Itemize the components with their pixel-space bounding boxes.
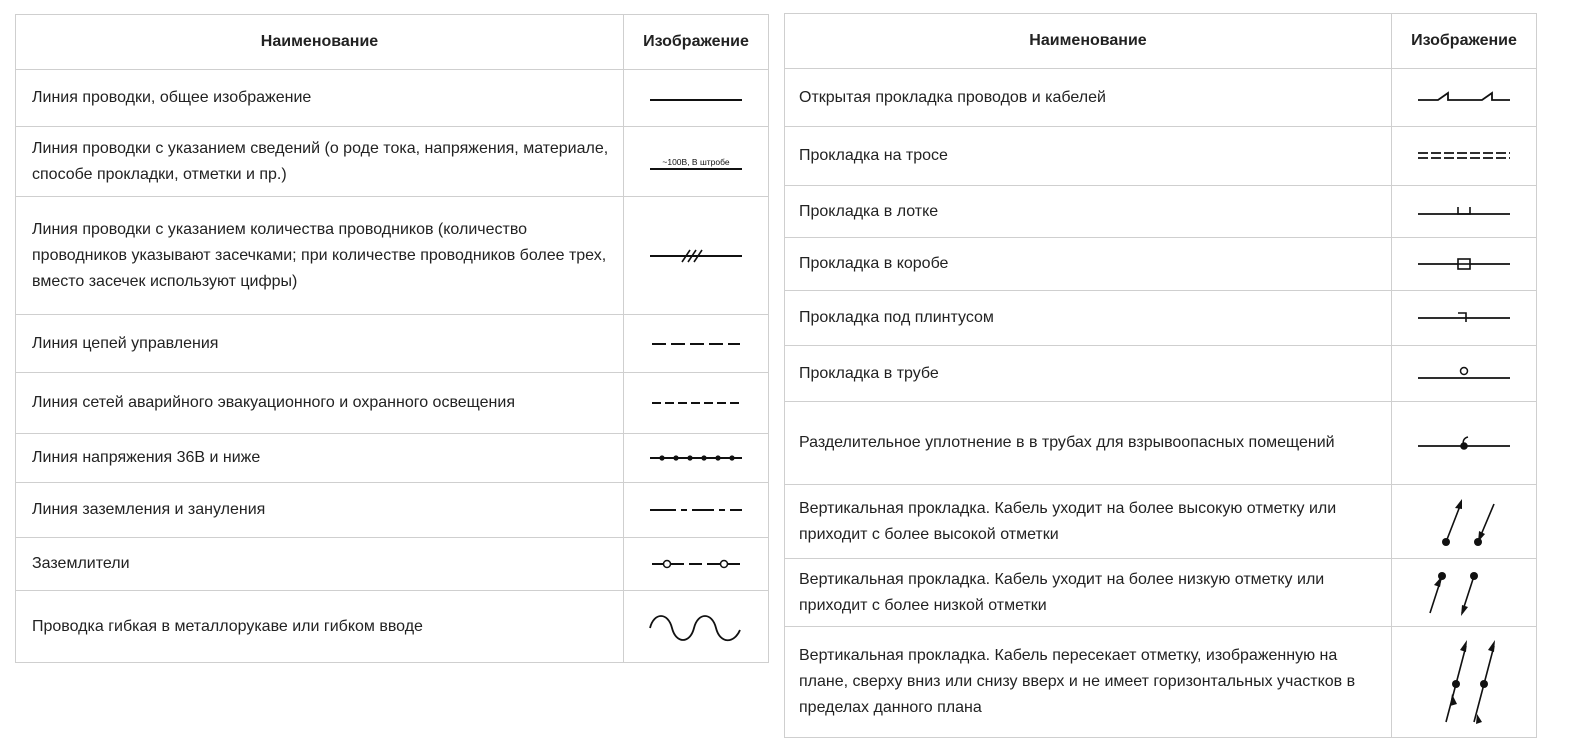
vertical-down-symbol xyxy=(1414,567,1514,619)
row-name: Открытая прокладка проводов и кабелей xyxy=(785,69,1392,127)
row-name: Линия проводки с указанием сведений (о роде тока, напряжения, материале, способе прокладки, отметки и пр.) xyxy=(16,127,624,197)
table-row xyxy=(16,70,769,127)
table-row xyxy=(785,186,1537,238)
table-row xyxy=(785,402,1537,485)
long-dash-line-symbol xyxy=(646,334,746,354)
table-row xyxy=(16,483,769,538)
cable-rope-symbol xyxy=(1414,146,1514,166)
row-name: Прокладка на тросе xyxy=(785,127,1392,186)
row-name: Проводка гибкая в металлорукаве или гибком вводе xyxy=(16,591,624,663)
vertical-up-symbol xyxy=(1414,494,1514,550)
name-column-header: Наименование xyxy=(16,15,624,70)
table-header-row xyxy=(16,15,769,70)
table-row xyxy=(785,559,1537,627)
table-row xyxy=(785,346,1537,402)
table-row xyxy=(785,127,1537,186)
short-dash-line-symbol xyxy=(646,393,746,413)
table-row xyxy=(785,238,1537,291)
table-row xyxy=(16,538,769,591)
image-column-header: Изображение xyxy=(624,15,769,70)
row-name: Вертикальная прокладка. Кабель уходит на более высокую отметку или приходит с более высокой отметки xyxy=(785,485,1392,559)
table-row xyxy=(16,591,769,663)
conductor-count-line-symbol xyxy=(646,246,746,266)
row-name: Линия заземления и зануления xyxy=(16,483,624,538)
duct-symbol xyxy=(1414,254,1514,274)
pipe-symbol xyxy=(1414,364,1514,384)
table-row xyxy=(16,373,769,434)
table-header-row xyxy=(785,14,1537,69)
name-column-header: Наименование xyxy=(785,14,1392,69)
row-name: Прокладка в лотке xyxy=(785,186,1392,238)
row-name: Линия сетей аварийного эвакуационного и охранного освещения xyxy=(16,373,624,434)
solid-line-symbol xyxy=(646,88,746,108)
row-name: Линия проводки с указанием количества проводников (количество проводников указывают засечками; при количестве проводников более трех, вместо засечек используют цифры) xyxy=(16,197,624,315)
row-name: Линия напряжения 36В и ниже xyxy=(16,434,624,483)
row-name: Вертикальная прокладка. Кабель пересекает отметку, изображенную на плане, сверху вниз или снизу вверх и не имеет горизонтальных участков в пределах данного плана xyxy=(785,627,1392,738)
row-name: Прокладка в коробе xyxy=(785,238,1392,291)
wave-line-symbol xyxy=(646,610,746,644)
table-row xyxy=(16,434,769,483)
table-row xyxy=(785,291,1537,346)
table-row xyxy=(16,127,769,197)
dash-dot-line-symbol xyxy=(646,500,746,520)
table-row xyxy=(16,197,769,315)
row-name: Прокладка в трубе xyxy=(785,346,1392,402)
table-row xyxy=(785,69,1537,127)
tray-symbol xyxy=(1414,202,1514,222)
right-symbols-table xyxy=(784,13,1537,738)
left-symbols-table xyxy=(15,14,769,663)
row-name: Прокладка под плинтусом xyxy=(785,291,1392,346)
row-name: Заземлители xyxy=(16,538,624,591)
row-name: Вертикальная прокладка. Кабель уходит на более низкую отметку или приходит с более низкой отметки xyxy=(785,559,1392,627)
vertical-through-symbol xyxy=(1414,636,1514,728)
row-name: Линия цепей управления xyxy=(16,315,624,373)
row-name: Разделительное уплотнение в в трубах для взрывоопасных помещений xyxy=(785,402,1392,485)
row-name: Линия проводки, общее изображение xyxy=(16,70,624,127)
table-row xyxy=(16,315,769,373)
separating-seal-symbol xyxy=(1414,431,1514,455)
skirting-symbol xyxy=(1414,308,1514,328)
annotated-line-symbol xyxy=(646,150,746,174)
table-row xyxy=(785,485,1537,559)
image-column-header: Изображение xyxy=(1392,14,1537,69)
earth-electrode-line-symbol xyxy=(646,554,746,574)
open-laying-symbol xyxy=(1414,88,1514,108)
annotated-line-label: ~100В, В штробе xyxy=(662,156,730,167)
dotted-line-symbol xyxy=(646,448,746,468)
table-row xyxy=(785,627,1537,738)
